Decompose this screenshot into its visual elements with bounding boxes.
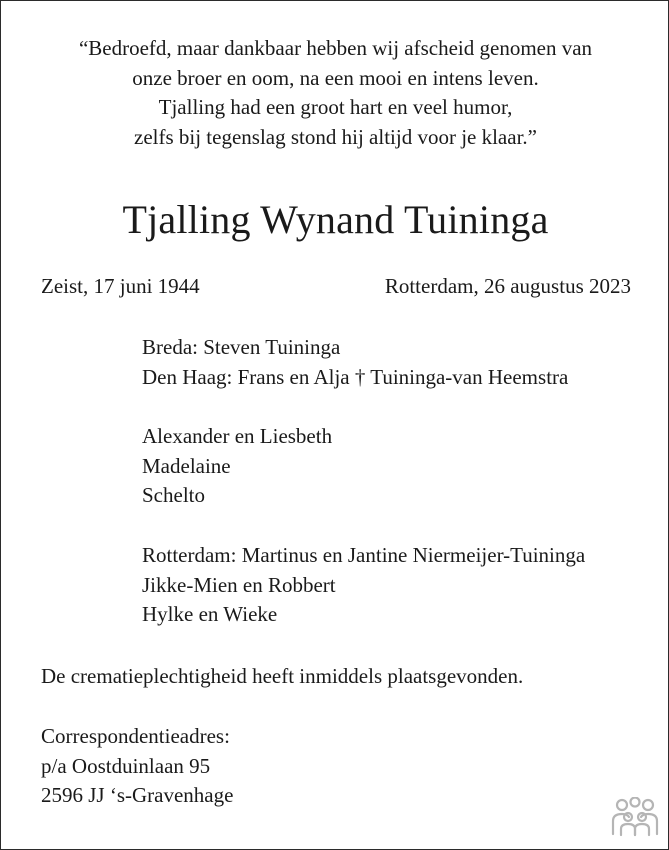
address-line: Correspondentieadres: xyxy=(41,724,230,748)
address-line: 2596 JJ ‘s-Gravenhage xyxy=(41,783,234,807)
correspondence-address xyxy=(41,722,233,811)
quote-block xyxy=(1,34,669,152)
quote-line: “Bedroefd, maar dankbaar hebben wij afscheid genomen van xyxy=(78,36,593,60)
birth-place-date: Zeist, 17 juni 1944 xyxy=(41,274,200,298)
family-group xyxy=(142,541,585,630)
deceased-name: Tjalling Wynand Tuininga xyxy=(122,197,549,242)
family-line: Den Haag: Frans en Alja † Tuininga-van Heemstra xyxy=(142,364,569,389)
family-group xyxy=(142,422,332,511)
people-group-icon xyxy=(609,797,661,837)
family-line: Schelto xyxy=(142,483,205,507)
family-line: Alexander en Liesbeth xyxy=(142,424,333,448)
ceremony-notice: De crematieplechtigheid heeft inmiddels plaatsgevonden. xyxy=(41,664,524,688)
quote-line: zelfs bij tegenslag stond hij altijd voor je klaar.” xyxy=(134,124,537,149)
quote-line: Tjalling had een groot hart en veel humor, xyxy=(158,95,513,119)
death-place-date: Rotterdam, 26 augustus 2023 xyxy=(384,274,631,298)
quote-line: onze broer en oom, na een mooi en intens leven. xyxy=(132,65,539,90)
family-line: Madelaine xyxy=(142,453,231,478)
family-line: Jikke-Mien en Robbert xyxy=(142,572,336,597)
family-group xyxy=(142,333,568,392)
family-line: Hylke en Wieke xyxy=(142,602,278,626)
family-line: Breda: Steven Tuininga xyxy=(142,335,341,359)
address-line: p/a Oostduinlaan 95 xyxy=(41,753,211,778)
family-line: Rotterdam: Martinus en Jantine Niermeijer-Tuininga xyxy=(142,543,586,567)
